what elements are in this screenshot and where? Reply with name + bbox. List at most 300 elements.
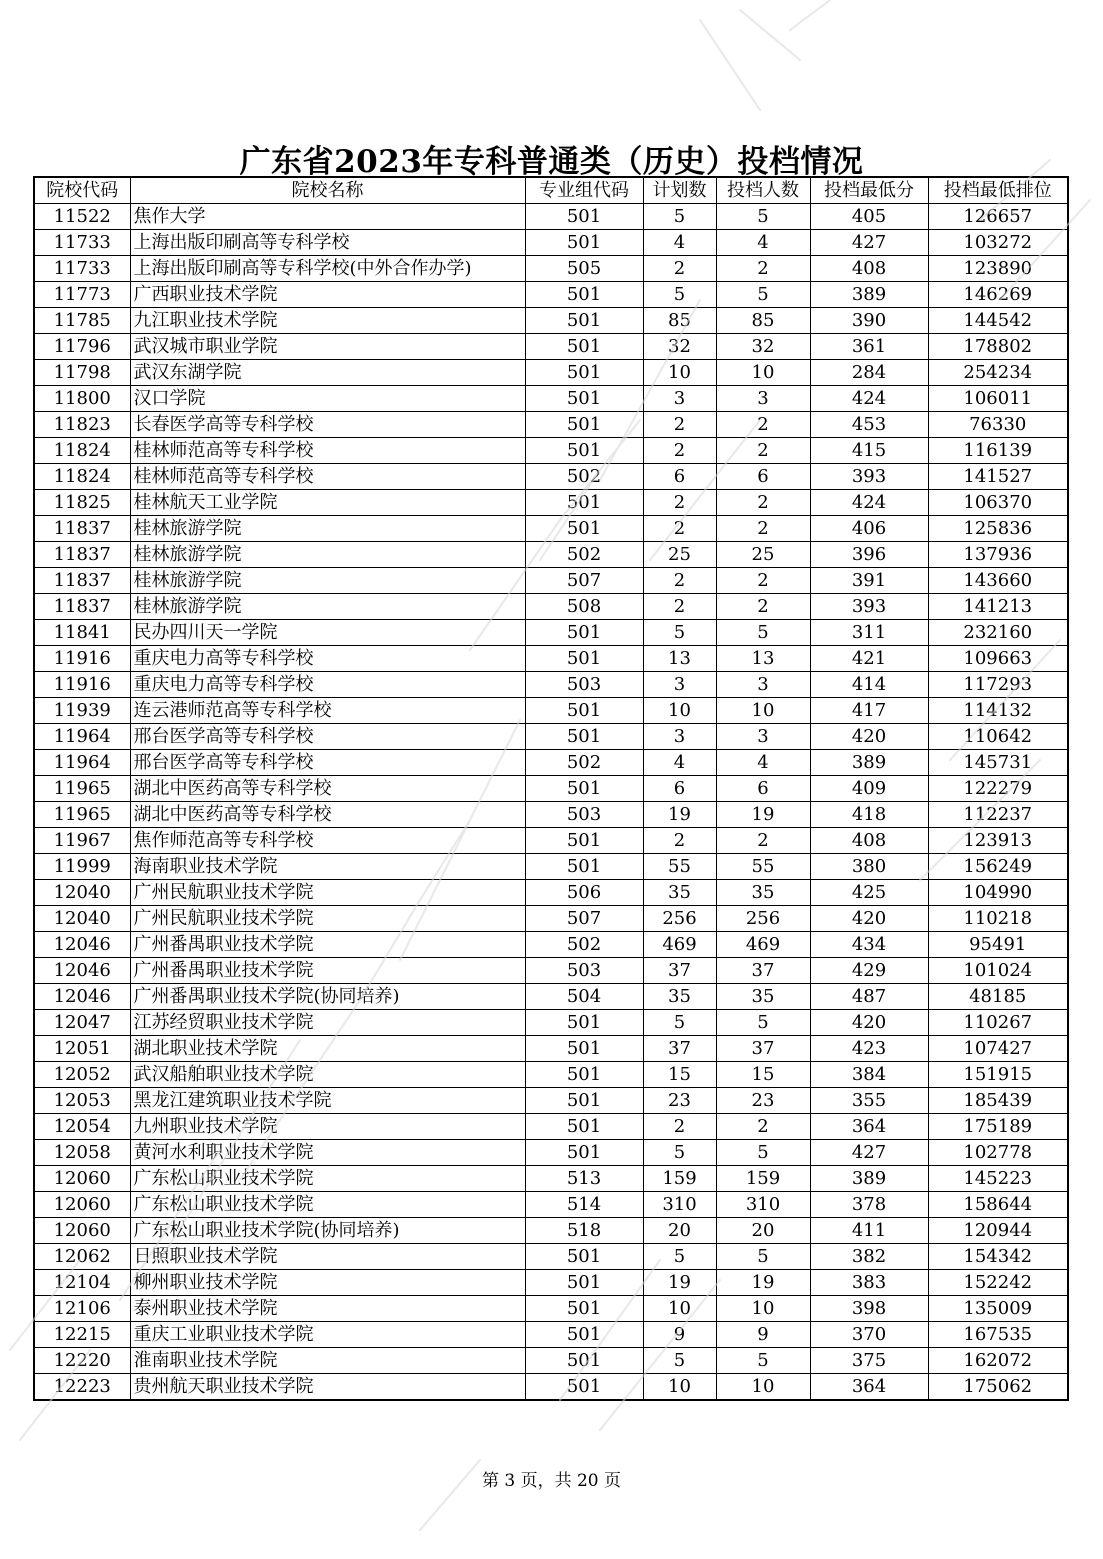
cell-min-rank: 151915: [928, 1062, 1068, 1088]
cell-admitted-count: 25: [716, 542, 810, 568]
cell-admitted-count: 3: [716, 724, 810, 750]
cell-school-name: 武汉船舶职业技术学院: [130, 1062, 525, 1088]
cell-plan-count: 23: [643, 1088, 716, 1114]
cell-school-code: 12054: [34, 1114, 130, 1140]
cell-plan-count: 4: [643, 750, 716, 776]
cell-school-name: 广东松山职业技术学院(协同培养): [130, 1218, 525, 1244]
table-row: [34, 854, 1068, 880]
cell-group-code: 501: [525, 438, 643, 464]
cell-min-rank: 143660: [928, 568, 1068, 594]
cell-school-code: 11939: [34, 698, 130, 724]
cell-min-rank: 114132: [928, 698, 1068, 724]
cell-plan-count: 37: [643, 958, 716, 984]
cell-school-code: 11837: [34, 568, 130, 594]
cell-school-code: 11733: [34, 256, 130, 282]
cell-group-code: 501: [525, 1114, 643, 1140]
header-school-name: 院校名称: [130, 177, 525, 204]
cell-min-rank: 137936: [928, 542, 1068, 568]
cell-school-code: 12046: [34, 958, 130, 984]
cell-admitted-count: 5: [716, 620, 810, 646]
cell-min-rank: 110642: [928, 724, 1068, 750]
cell-min-rank: 145223: [928, 1166, 1068, 1192]
cell-min-rank: 144542: [928, 308, 1068, 334]
cell-school-name: 桂林旅游学院: [130, 594, 525, 620]
cell-min-rank: 110218: [928, 906, 1068, 932]
cell-group-code: 501: [525, 308, 643, 334]
cell-school-name: 重庆工业职业技术学院: [130, 1322, 525, 1348]
cell-school-code: 12106: [34, 1296, 130, 1322]
cell-school-code: 11837: [34, 594, 130, 620]
cell-min-rank: 126657: [928, 204, 1068, 230]
cell-school-name: 桂林旅游学院: [130, 542, 525, 568]
cell-group-code: 501: [525, 620, 643, 646]
cell-school-code: 11999: [34, 854, 130, 880]
table-body: [34, 204, 1068, 1401]
cell-school-name: 连云港师范高等专科学校: [130, 698, 525, 724]
table-row: [34, 1010, 1068, 1036]
table-row: [34, 1348, 1068, 1374]
cell-admitted-count: 5: [716, 1348, 810, 1374]
cell-school-name: 桂林航天工业学院: [130, 490, 525, 516]
cell-min-score: 384: [810, 1062, 928, 1088]
cell-admitted-count: 13: [716, 646, 810, 672]
table-row: [34, 958, 1068, 984]
table-row: [34, 1088, 1068, 1114]
cell-min-rank: 48185: [928, 984, 1068, 1010]
cell-plan-count: 2: [643, 594, 716, 620]
cell-school-code: 12215: [34, 1322, 130, 1348]
cell-group-code: 501: [525, 204, 643, 230]
cell-plan-count: 5: [643, 620, 716, 646]
table-row: [34, 308, 1068, 334]
header-group-code: 专业组代码: [525, 177, 643, 204]
cell-min-rank: 141213: [928, 594, 1068, 620]
cell-school-code: 12060: [34, 1192, 130, 1218]
cell-min-rank: 167535: [928, 1322, 1068, 1348]
cell-group-code: 501: [525, 1296, 643, 1322]
cell-min-score: 398: [810, 1296, 928, 1322]
cell-school-code: 12046: [34, 932, 130, 958]
cell-plan-count: 85: [643, 308, 716, 334]
cell-admitted-count: 6: [716, 464, 810, 490]
cell-school-code: 11796: [34, 334, 130, 360]
cell-school-name: 广州番禺职业技术学院: [130, 932, 525, 958]
cell-min-score: 389: [810, 1166, 928, 1192]
cell-min-score: 382: [810, 1244, 928, 1270]
cell-group-code: 513: [525, 1166, 643, 1192]
cell-school-code: 12060: [34, 1166, 130, 1192]
cell-admitted-count: 5: [716, 1010, 810, 1036]
cell-min-rank: 106370: [928, 490, 1068, 516]
table-row: [34, 1114, 1068, 1140]
cell-admitted-count: 2: [716, 1114, 810, 1140]
header-min-score: 投档最低分: [810, 177, 928, 204]
cell-min-rank: 123890: [928, 256, 1068, 282]
cell-plan-count: 15: [643, 1062, 716, 1088]
cell-admitted-count: 2: [716, 438, 810, 464]
table-row: [34, 1296, 1068, 1322]
cell-school-code: 12053: [34, 1088, 130, 1114]
cell-school-code: 11825: [34, 490, 130, 516]
cell-plan-count: 20: [643, 1218, 716, 1244]
cell-min-score: 391: [810, 568, 928, 594]
cell-min-rank: 101024: [928, 958, 1068, 984]
cell-school-name: 广西职业技术学院: [130, 282, 525, 308]
cell-min-rank: 145731: [928, 750, 1068, 776]
cell-min-rank: 146269: [928, 282, 1068, 308]
table-row: [34, 698, 1068, 724]
cell-min-score: 311: [810, 620, 928, 646]
cell-admitted-count: 2: [716, 828, 810, 854]
cell-school-name: 广州民航职业技术学院: [130, 880, 525, 906]
cell-plan-count: 37: [643, 1036, 716, 1062]
cell-school-name: 湖北中医药高等专科学校: [130, 776, 525, 802]
cell-min-rank: 104990: [928, 880, 1068, 906]
cell-school-name: 广东松山职业技术学院: [130, 1166, 525, 1192]
table-row: [34, 724, 1068, 750]
cell-group-code: 506: [525, 880, 643, 906]
cell-min-rank: 135009: [928, 1296, 1068, 1322]
table-row: [34, 230, 1068, 256]
cell-plan-count: 5: [643, 1348, 716, 1374]
cell-school-code: 12062: [34, 1244, 130, 1270]
cell-school-name: 桂林旅游学院: [130, 516, 525, 542]
table-row: [34, 256, 1068, 282]
cell-group-code: 501: [525, 1036, 643, 1062]
table-row: [34, 1218, 1068, 1244]
cell-group-code: 501: [525, 1348, 643, 1374]
cell-group-code: 501: [525, 1270, 643, 1296]
cell-school-code: 12040: [34, 906, 130, 932]
cell-min-score: 409: [810, 776, 928, 802]
cell-admitted-count: 3: [716, 386, 810, 412]
cell-min-score: 424: [810, 386, 928, 412]
cell-min-rank: 107427: [928, 1036, 1068, 1062]
cell-admitted-count: 2: [716, 594, 810, 620]
cell-school-name: 贵州航天职业技术学院: [130, 1374, 525, 1401]
cell-school-code: 12223: [34, 1374, 130, 1401]
cell-min-rank: 103272: [928, 230, 1068, 256]
cell-plan-count: 2: [643, 256, 716, 282]
cell-group-code: 505: [525, 256, 643, 282]
cell-school-code: 11773: [34, 282, 130, 308]
cell-plan-count: 6: [643, 464, 716, 490]
cell-plan-count: 2: [643, 568, 716, 594]
cell-school-name: 广东松山职业技术学院: [130, 1192, 525, 1218]
table-row: [34, 490, 1068, 516]
cell-school-code: 11733: [34, 230, 130, 256]
cell-group-code: 501: [525, 412, 643, 438]
table-row: [34, 1036, 1068, 1062]
cell-min-score: 390: [810, 308, 928, 334]
cell-admitted-count: 35: [716, 880, 810, 906]
cell-plan-count: 5: [643, 204, 716, 230]
cell-min-rank: 185439: [928, 1088, 1068, 1114]
cell-admitted-count: 3: [716, 672, 810, 698]
table-row: [34, 386, 1068, 412]
cell-admitted-count: 10: [716, 360, 810, 386]
cell-school-name: 广州番禺职业技术学院(协同培养): [130, 984, 525, 1010]
cell-min-rank: 254234: [928, 360, 1068, 386]
cell-min-score: 389: [810, 750, 928, 776]
cell-school-code: 12052: [34, 1062, 130, 1088]
cell-admitted-count: 5: [716, 282, 810, 308]
cell-group-code: 504: [525, 984, 643, 1010]
cell-plan-count: 2: [643, 828, 716, 854]
cell-admitted-count: 85: [716, 308, 810, 334]
cell-min-score: 427: [810, 230, 928, 256]
cell-min-rank: 110267: [928, 1010, 1068, 1036]
cell-min-score: 487: [810, 984, 928, 1010]
cell-school-name: 桂林师范高等专科学校: [130, 438, 525, 464]
table-row: [34, 542, 1068, 568]
header-school-code: 院校代码: [34, 177, 130, 204]
cell-plan-count: 5: [643, 1140, 716, 1166]
table-row: [34, 1166, 1068, 1192]
cell-group-code: 501: [525, 1244, 643, 1270]
cell-min-score: 406: [810, 516, 928, 542]
table-row: [34, 334, 1068, 360]
cell-admitted-count: 2: [716, 256, 810, 282]
cell-school-code: 12040: [34, 880, 130, 906]
table-row: [34, 1374, 1068, 1401]
cell-admitted-count: 469: [716, 932, 810, 958]
cell-min-score: 284: [810, 360, 928, 386]
cell-min-score: 408: [810, 256, 928, 282]
cell-min-score: 370: [810, 1322, 928, 1348]
cell-school-code: 11522: [34, 204, 130, 230]
cell-min-rank: 106011: [928, 386, 1068, 412]
table-row: [34, 750, 1068, 776]
cell-admitted-count: 19: [716, 1270, 810, 1296]
table-row: [34, 802, 1068, 828]
cell-min-score: 355: [810, 1088, 928, 1114]
cell-school-name: 湖北中医药高等专科学校: [130, 802, 525, 828]
cell-min-rank: 175062: [928, 1374, 1068, 1401]
cell-plan-count: 256: [643, 906, 716, 932]
page-footer: 第 3 页，共 20 页: [481, 1471, 622, 1491]
cell-admitted-count: 55: [716, 854, 810, 880]
cell-min-rank: 162072: [928, 1348, 1068, 1374]
cell-group-code: 502: [525, 750, 643, 776]
table-row: [34, 906, 1068, 932]
cell-admitted-count: 9: [716, 1322, 810, 1348]
cell-school-name: 汉口学院: [130, 386, 525, 412]
cell-min-score: 383: [810, 1270, 928, 1296]
cell-school-code: 11964: [34, 724, 130, 750]
cell-school-name: 湖北职业技术学院: [130, 1036, 525, 1062]
cell-admitted-count: 35: [716, 984, 810, 1010]
cell-admitted-count: 5: [716, 1244, 810, 1270]
cell-group-code: 501: [525, 1010, 643, 1036]
cell-plan-count: 3: [643, 724, 716, 750]
cell-min-score: 408: [810, 828, 928, 854]
cell-min-score: 423: [810, 1036, 928, 1062]
cell-admitted-count: 256: [716, 906, 810, 932]
table-header-row: [34, 177, 1068, 204]
cell-min-rank: 154342: [928, 1244, 1068, 1270]
cell-admitted-count: 310: [716, 1192, 810, 1218]
table-row: [34, 1062, 1068, 1088]
cell-admitted-count: 15: [716, 1062, 810, 1088]
cell-school-code: 11837: [34, 516, 130, 542]
cell-school-name: 九江职业技术学院: [130, 308, 525, 334]
cell-plan-count: 5: [643, 1244, 716, 1270]
cell-school-name: 九州职业技术学院: [130, 1114, 525, 1140]
cell-min-score: 421: [810, 646, 928, 672]
cell-min-score: 364: [810, 1114, 928, 1140]
cell-plan-count: 2: [643, 438, 716, 464]
cell-group-code: 501: [525, 230, 643, 256]
cell-admitted-count: 159: [716, 1166, 810, 1192]
table-row: [34, 828, 1068, 854]
cell-group-code: 502: [525, 932, 643, 958]
cell-plan-count: 5: [643, 282, 716, 308]
cell-min-score: 414: [810, 672, 928, 698]
cell-min-score: 415: [810, 438, 928, 464]
cell-school-code: 11965: [34, 802, 130, 828]
table-row: [34, 282, 1068, 308]
cell-plan-count: 19: [643, 802, 716, 828]
cell-school-name: 武汉城市职业学院: [130, 334, 525, 360]
cell-min-score: 380: [810, 854, 928, 880]
cell-school-name: 江苏经贸职业技术学院: [130, 1010, 525, 1036]
cell-group-code: 501: [525, 1374, 643, 1401]
cell-min-score: 405: [810, 204, 928, 230]
cell-school-code: 11965: [34, 776, 130, 802]
cell-school-code: 12046: [34, 984, 130, 1010]
cell-school-code: 12047: [34, 1010, 130, 1036]
cell-min-rank: 158644: [928, 1192, 1068, 1218]
cell-plan-count: 25: [643, 542, 716, 568]
table-row: [34, 360, 1068, 386]
cell-min-score: 417: [810, 698, 928, 724]
table-row: [34, 776, 1068, 802]
cell-school-code: 11798: [34, 360, 130, 386]
cell-school-name: 广州番禺职业技术学院: [130, 958, 525, 984]
cell-school-name: 上海出版印刷高等专科学校(中外合作办学): [130, 256, 525, 282]
cell-min-rank: 178802: [928, 334, 1068, 360]
cell-min-score: 434: [810, 932, 928, 958]
cell-school-name: 焦作师范高等专科学校: [130, 828, 525, 854]
cell-min-score: 420: [810, 1010, 928, 1036]
cell-min-rank: 175189: [928, 1114, 1068, 1140]
cell-admitted-count: 20: [716, 1218, 810, 1244]
admission-table: [33, 176, 1069, 1401]
table-row: [34, 464, 1068, 490]
cell-min-score: 396: [810, 542, 928, 568]
cell-min-score: 425: [810, 880, 928, 906]
cell-min-rank: 152242: [928, 1270, 1068, 1296]
cell-plan-count: 10: [643, 1374, 716, 1401]
cell-plan-count: 159: [643, 1166, 716, 1192]
cell-school-code: 11785: [34, 308, 130, 334]
cell-school-name: 海南职业技术学院: [130, 854, 525, 880]
cell-plan-count: 2: [643, 516, 716, 542]
cell-school-name: 日照职业技术学院: [130, 1244, 525, 1270]
cell-min-rank: 116139: [928, 438, 1068, 464]
table-row: [34, 620, 1068, 646]
cell-group-code: 501: [525, 386, 643, 412]
cell-school-name: 泰州职业技术学院: [130, 1296, 525, 1322]
cell-min-score: 424: [810, 490, 928, 516]
cell-plan-count: 3: [643, 386, 716, 412]
cell-school-name: 重庆电力高等专科学校: [130, 672, 525, 698]
cell-group-code: 501: [525, 828, 643, 854]
cell-admitted-count: 4: [716, 230, 810, 256]
cell-plan-count: 35: [643, 984, 716, 1010]
cell-school-code: 12060: [34, 1218, 130, 1244]
cell-school-name: 淮南职业技术学院: [130, 1348, 525, 1374]
cell-min-score: 393: [810, 594, 928, 620]
cell-group-code: 514: [525, 1192, 643, 1218]
cell-plan-count: 2: [643, 1114, 716, 1140]
cell-min-rank: 109663: [928, 646, 1068, 672]
cell-plan-count: 32: [643, 334, 716, 360]
cell-min-score: 364: [810, 1374, 928, 1401]
table-row: [34, 646, 1068, 672]
cell-plan-count: 35: [643, 880, 716, 906]
cell-min-rank: 122279: [928, 776, 1068, 802]
cell-plan-count: 3: [643, 672, 716, 698]
table-row: [34, 1140, 1068, 1166]
cell-group-code: 501: [525, 1062, 643, 1088]
table-row: [34, 1244, 1068, 1270]
cell-group-code: 501: [525, 646, 643, 672]
cell-min-score: 427: [810, 1140, 928, 1166]
cell-school-name: 民办四川天一学院: [130, 620, 525, 646]
cell-group-code: 501: [525, 360, 643, 386]
cell-min-rank: 141527: [928, 464, 1068, 490]
cell-admitted-count: 4: [716, 750, 810, 776]
cell-min-rank: 95491: [928, 932, 1068, 958]
cell-group-code: 501: [525, 334, 643, 360]
cell-school-name: 邢台医学高等专科学校: [130, 724, 525, 750]
cell-school-name: 长春医学高等专科学校: [130, 412, 525, 438]
cell-group-code: 502: [525, 542, 643, 568]
header-admitted-count: 投档人数: [716, 177, 810, 204]
cell-plan-count: 10: [643, 360, 716, 386]
cell-plan-count: 19: [643, 1270, 716, 1296]
cell-school-name: 黑龙江建筑职业技术学院: [130, 1088, 525, 1114]
table-row: [34, 412, 1068, 438]
cell-min-rank: 232160: [928, 620, 1068, 646]
cell-admitted-count: 10: [716, 1374, 810, 1401]
cell-plan-count: 5: [643, 1010, 716, 1036]
table-row: [34, 672, 1068, 698]
cell-min-score: 411: [810, 1218, 928, 1244]
cell-min-score: 429: [810, 958, 928, 984]
cell-min-rank: 112237: [928, 802, 1068, 828]
cell-school-code: 11916: [34, 672, 130, 698]
cell-school-name: 武汉东湖学院: [130, 360, 525, 386]
cell-group-code: 501: [525, 776, 643, 802]
header-plan-count: 计划数: [643, 177, 716, 204]
cell-school-name: 上海出版印刷高等专科学校: [130, 230, 525, 256]
cell-min-rank: 123913: [928, 828, 1068, 854]
cell-group-code: 501: [525, 1140, 643, 1166]
cell-admitted-count: 2: [716, 412, 810, 438]
cell-school-name: 桂林旅游学院: [130, 568, 525, 594]
table-row: [34, 1270, 1068, 1296]
cell-admitted-count: 37: [716, 958, 810, 984]
cell-school-code: 11841: [34, 620, 130, 646]
cell-admitted-count: 2: [716, 490, 810, 516]
header-min-rank: 投档最低排位: [928, 177, 1068, 204]
table-row: [34, 1322, 1068, 1348]
cell-school-code: 12104: [34, 1270, 130, 1296]
cell-min-score: 420: [810, 724, 928, 750]
